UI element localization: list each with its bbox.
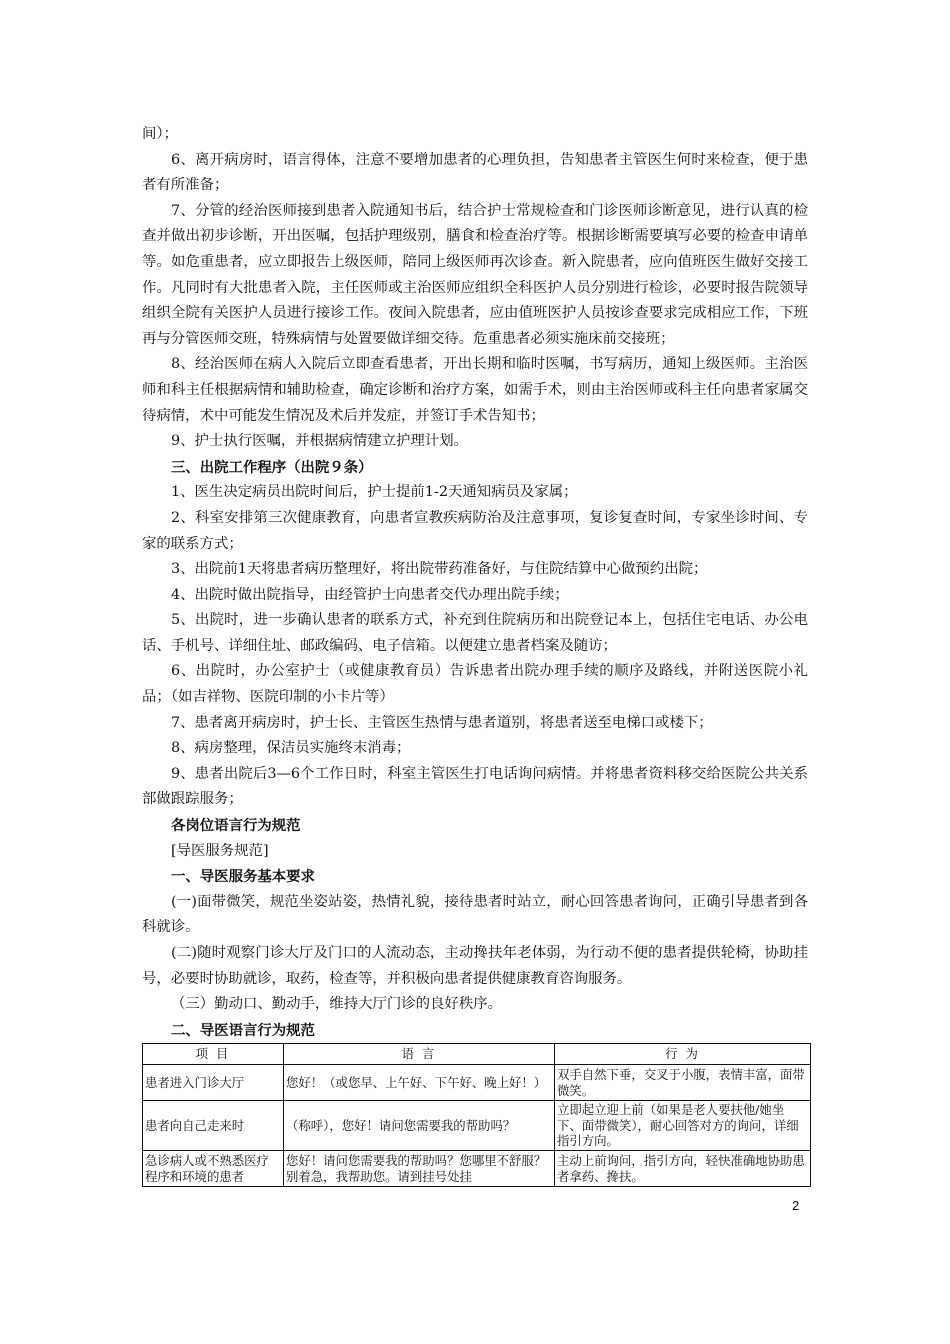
guide-behavior-table [142,1043,811,1187]
body-paragraph: 1、医生决定病员出院时间后，护士提前1-2天通知病员及家属； [171,484,578,501]
table-cell-language: （称呼），您好！请问您需要我的帮助吗？ [284,1101,555,1151]
body-paragraph: 8、经治医师在病人入院后立即查看患者，开出长期和临时医嘱，书写病历，通知上级医师。主治医师和科主任根据病情和辅助检查，确定诊断和治疗方案，如需手术，则由主治医师或科主任向患者家属交待病情，术中可能发生情况及术后并发症，并签订手术告知书； [142,356,808,424]
table-row [143,1065,811,1101]
section-heading: 一、导医服务基本要求 [171,868,315,886]
table-header-row [143,1044,811,1065]
body-paragraph: 8、病房整理，保洁员实施终末消毒； [171,740,411,757]
table-header-item: 项 目 [143,1044,284,1065]
body-paragraph: 5、出院时，进一步确认患者的联系方式，补充到住院病历和出院登记本上，包括住宅电话、办公电话、手机号、详细住址、邮政编码、电子信箱。以便建立患者档案及随访； [142,612,808,654]
body-paragraph: 4、出院时做出院指导，由经管护士向患者交代办理出院手续； [171,586,569,603]
body-paragraph: (二)随时观察门诊大厅及门口的人流动态，主动搀扶年老体弱，为行动不便的患者提供轮椅，协助挂号，必要时协助就诊，取药，检查等，并积极向患者提供健康教育咨询服务。 [142,945,808,987]
body-paragraph: （三）勤动口、勤动手，维持大厅门诊的良好秩序。 [171,996,502,1013]
table-row [143,1101,811,1151]
section-heading: 二、导医语言行为规范 [171,1021,315,1039]
table-cell-behavior: 主动上前询问，指引方向，轻快准确地协助患者拿药、搀扶。 [555,1151,811,1187]
body-paragraph: 3、出院前1天将患者病历整理好，将出院带药准备好，与住院结算中心做预约出院； [171,561,708,578]
body-paragraph: (一)面带微笑，规范坐姿站姿，热情礼貌，接待患者时站立，耐心回答患者询问，正确引导患者到各科就诊。 [142,893,808,936]
table-cell-item: 急诊病人或不熟悉医疗程序和环境的患者 [143,1151,284,1187]
section-heading: 三、出院工作程序（出院９条） [171,458,373,476]
table-cell-item: 患者向自己走来时 [143,1101,284,1151]
table-header-behavior: 行 为 [555,1044,811,1065]
section-heading: 各岗位语言行为规范 [171,817,301,835]
body-paragraph: 2、科室安排第三次健康教育，向患者宣教疾病防治及注意事项，复诊复查时间，专家坐诊时间、专家的联系方式； [142,509,808,552]
table-header-language: 语 言 [284,1044,555,1065]
table-cell-behavior: 双手自然下垂，交叉于小腹，表情丰富，面带微笑。 [555,1065,811,1101]
body-paragraph: 间）； [142,126,178,142]
body-paragraph: 6、离开病房时，语言得体，注意不要增加患者的心理负担，告知患者主管医生何时来检查，便于患者有所准备； [142,151,808,194]
table-row [143,1151,811,1187]
body-paragraph: 6、出院时，办公室护士（或健康教育员）告诉患者出院办理手续的顺序及路线，并附送医院小礼品；（如吉祥物、医院印制的小卡片等） [142,663,808,706]
table-cell-behavior: 立即起立迎上前（如果是老人要扶他/她坐下、面带微笑），耐心回答对方的询问，详细指引方向。 [555,1101,811,1151]
body-paragraph: 9、患者出院后3—6个工作日时，科室主管医生打电话询问病情。并将患者资料移交给医院公共关系部做跟踪服务； [142,765,808,808]
body-paragraph: 9、护士执行医嘱，并根据病情建立护理计划。 [171,433,468,450]
body-paragraph: 7、分管的经治医师接到患者入院通知书后，结合护士常规检查和门诊医师诊断意见，进行认真的检查并做出初步诊断，开出医嘱，包括护理级别，膳食和检查治疗等。根据诊断需要填写必要的检查申请单等。如危重患者，应立即报告上级医师，陪同上级医师再次诊查。新入院患者，应向值班医生做好交接工作。凡同时有大批患者入院，主任医师或主治医师应组织全科医护人员分别进行检诊，必要时报告院领导组织全院有关医护人员进行接诊工作。夜间入院患者，应由值班医护人员按诊查要求完成相应工作，下班再与分管医师交班，特殊病情与处置要做详细交待。危重患者必须实施床前交接班； [142,202,808,347]
page-number: 2 [792,1198,800,1213]
body-paragraph: [导医服务规范] [171,842,269,859]
body-paragraph: 7、患者离开病房时，护士长、主管医生热情与患者道别，将患者送至电梯口或楼下； [171,714,713,731]
table-cell-item: 患者进入门诊大厅 [143,1065,284,1101]
table-cell-language: 您好！请问您需要我的帮助吗？您哪里不舒服？别着急，我帮助您。请到挂号处挂 [284,1151,555,1187]
document-body [142,122,808,1043]
table-cell-language: 您好！（或您早、上午好、下午好、晚上好！） [284,1065,555,1101]
